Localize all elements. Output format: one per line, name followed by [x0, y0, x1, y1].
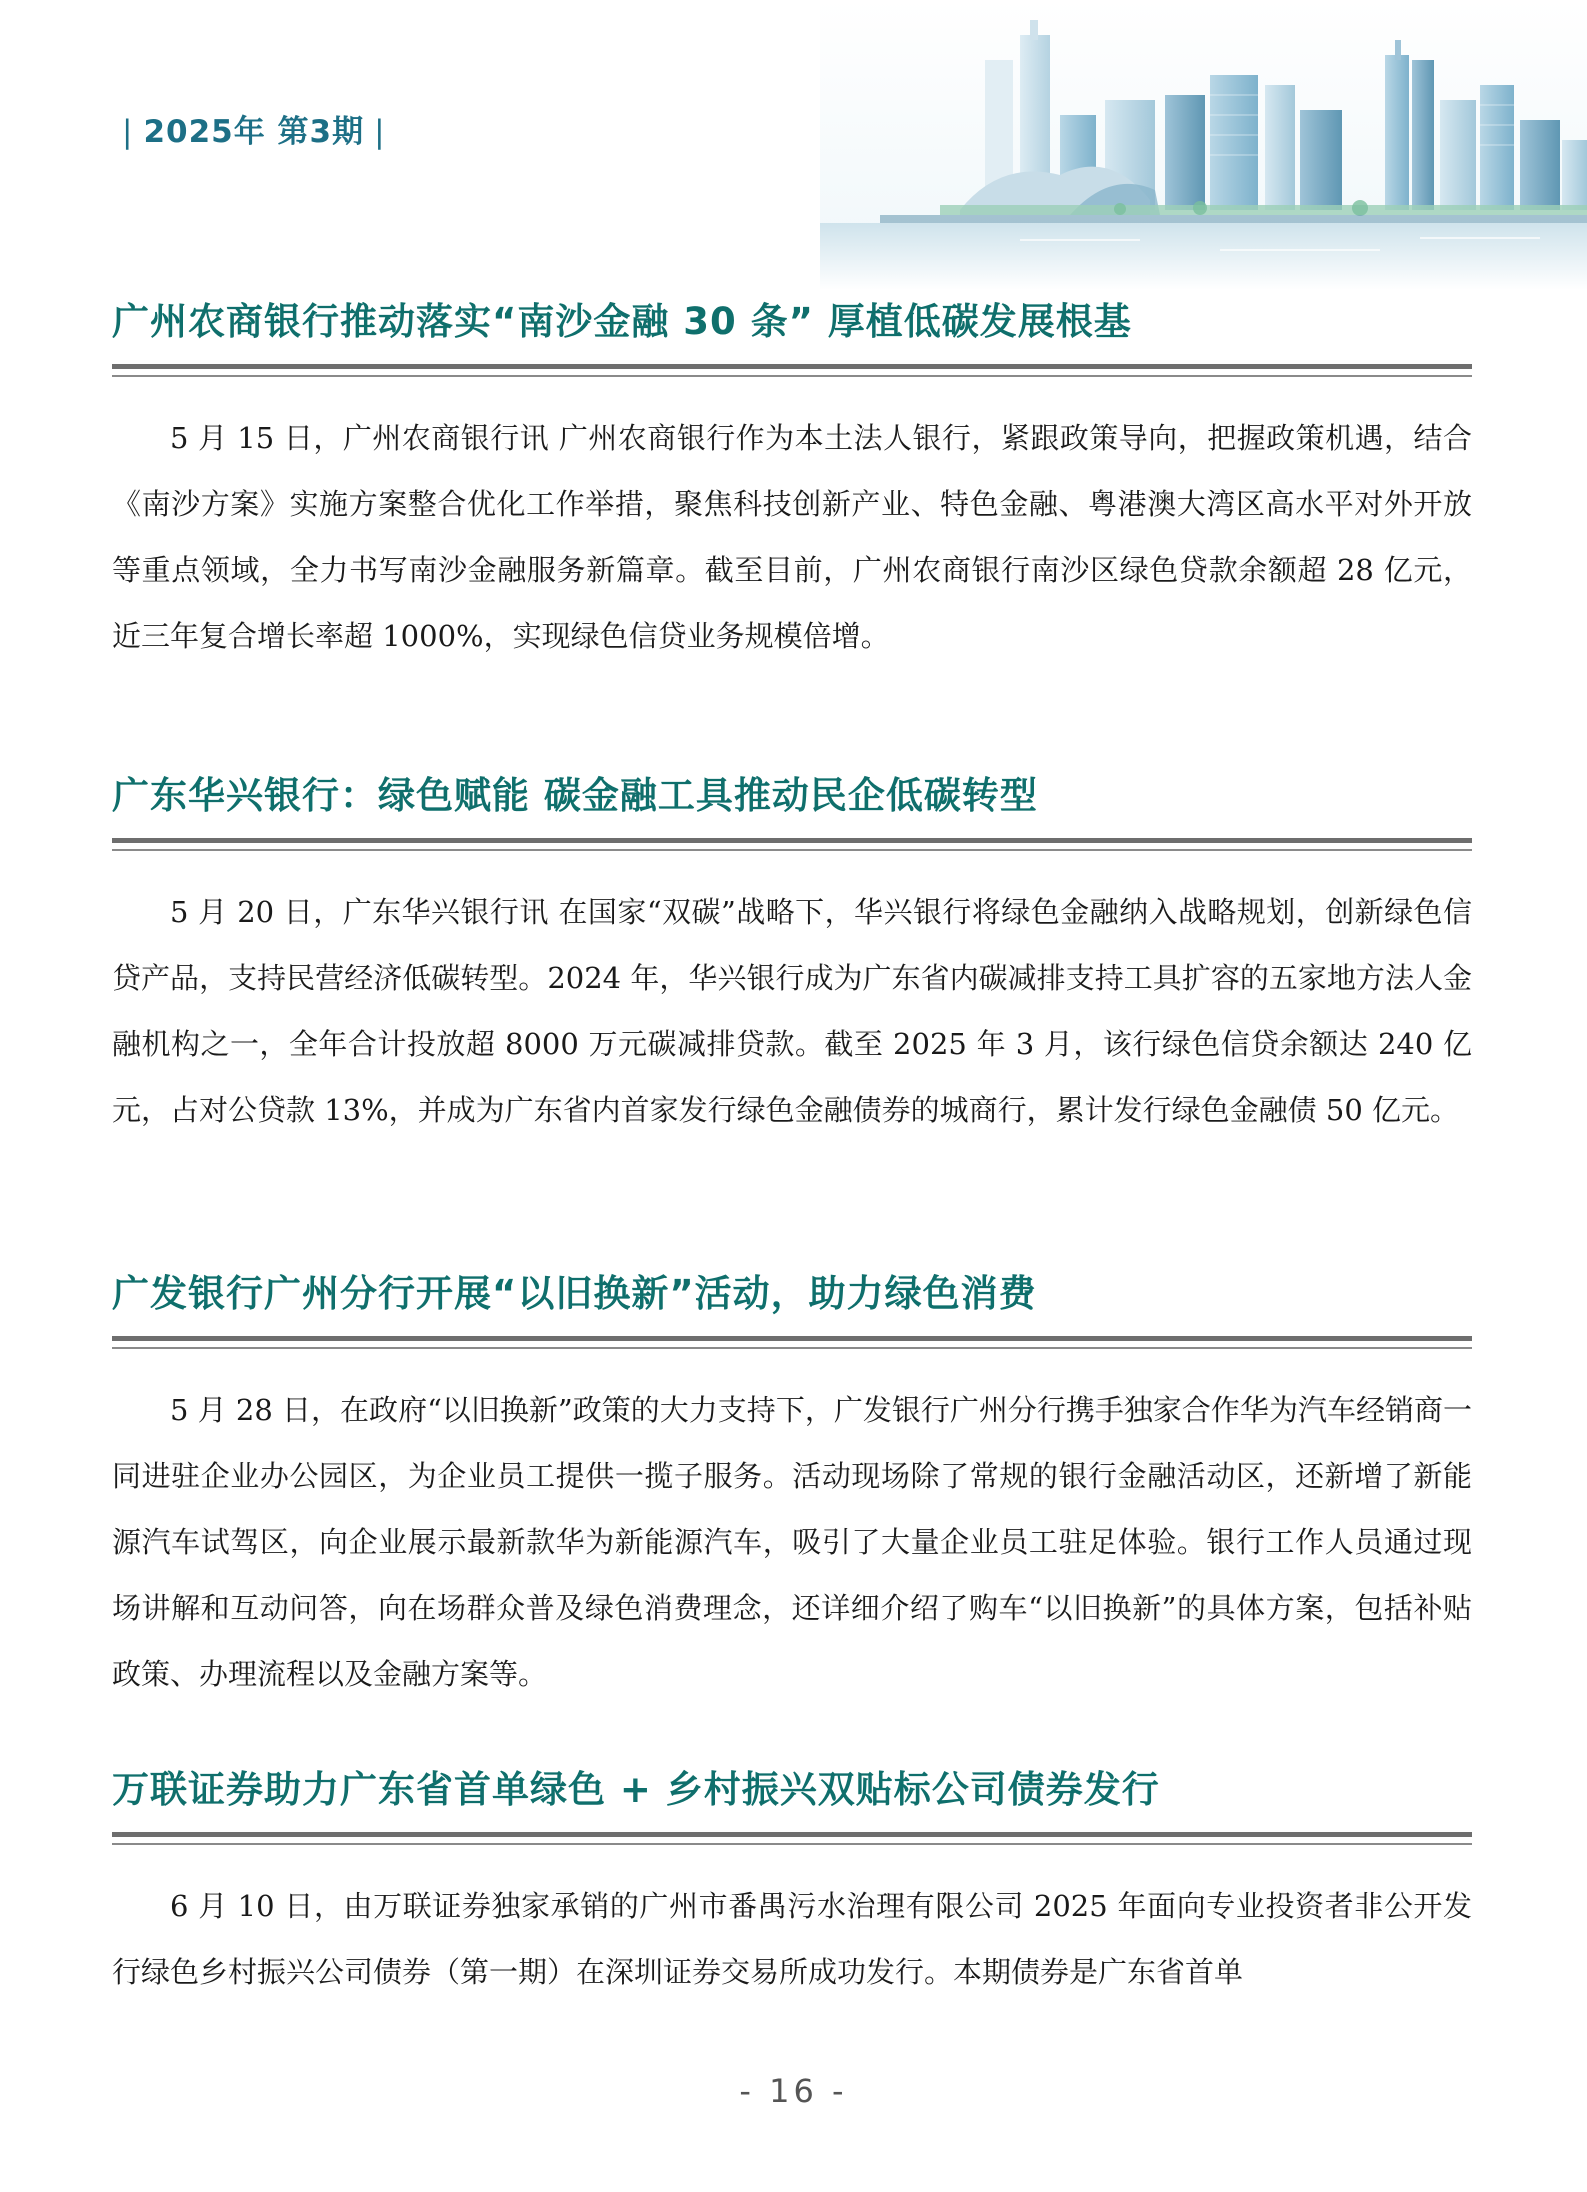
article-title: 广州农商银行推动落实“南沙金融 30 条” 厚植低碳发展根基	[112, 300, 1132, 343]
title-divider	[112, 364, 1472, 369]
issue-text: 2025年 第3期	[143, 114, 365, 150]
title-divider	[112, 838, 1472, 843]
article-body: 5 月 28 日，在政府“以旧换新”政策的大力支持下，广发银行广州分行携手独家合作华为汽车经销商一同进驻企业办公园区，为企业员工提供一揽子服务。活动现场除了常规的银行金融活动区，还新增了新能源汽车试驾区，向企业展示最新款华为新能源汽车，吸引了大量企业员工驻足体验。银行工作人员通过现场讲解和互动问答，向在场群众普及绿色消费理念，还详细介绍了购车“以旧换新”的具体方案，包括补贴政策、办理流程以及金融方案等。	[112, 1393, 1472, 1691]
article-title: 万联证券助力广东省首单绿色 + 乡村振兴双贴标公司债券发行	[112, 1768, 1160, 1811]
article-title: 广东华兴银行：绿色赋能 碳金融工具推动民企低碳转型	[112, 774, 1038, 817]
article-4	[112, 1764, 1472, 2034]
article-body: 5 月 15 日，广州农商银行讯 广州农商银行作为本土法人银行，紧跟政策导向，把握政策机遇，结合《南沙方案》实施方案整合优化工作举措，聚焦科技创新产业、特色金融、粤港澳大湾区高水平对外开放等重点领域，全力书写南沙金融服务新篇章。截至目前，广州农商银行南沙区绿色贷款余额超 28 亿元，近三年复合增长率超 1000%，实现绿色信贷业务规模倍增。	[112, 421, 1472, 653]
article-body: 5 月 20 日，广东华兴银行讯 在国家“双碳”战略下，华兴银行将绿色金融纳入战略规划，创新绿色信贷产品，支持民营经济低碳转型。2024 年，华兴银行成为广东省内碳减排支持工具扩容的五家地方法人金融机构之一，全年合计投放超 8000 万元碳减排贷款。截至 2025 年 3 月，该行绿色信贷余额达 240 亿元，占对公贷款 13%，并成为广东省内首家发行绿色金融债券的城商行，累计发行绿色金融债 50 亿元。	[112, 895, 1472, 1127]
issue-divider-right: |	[374, 114, 386, 150]
title-divider	[112, 1832, 1472, 1837]
title-divider	[112, 1336, 1472, 1341]
article-3	[112, 1268, 1472, 1736]
article-title: 广发银行广州分行开展“以旧换新”活动，助力绿色消费	[112, 1272, 1037, 1315]
article-2	[112, 770, 1472, 1172]
issue-divider-left: |	[122, 114, 134, 150]
article-1	[112, 296, 1472, 698]
page-number: - 16 -	[739, 2072, 848, 2110]
issue-label	[112, 106, 396, 151]
article-body: 6 月 10 日，由万联证券独家承销的广州市番禺污水治理有限公司 2025 年面向专业投资者非公开发行绿色乡村振兴公司债券（第一期）在深圳证券交易所成功发行。本期债券是广东省首单	[112, 1889, 1472, 1989]
city-skyline-illustration	[820, 0, 1587, 290]
